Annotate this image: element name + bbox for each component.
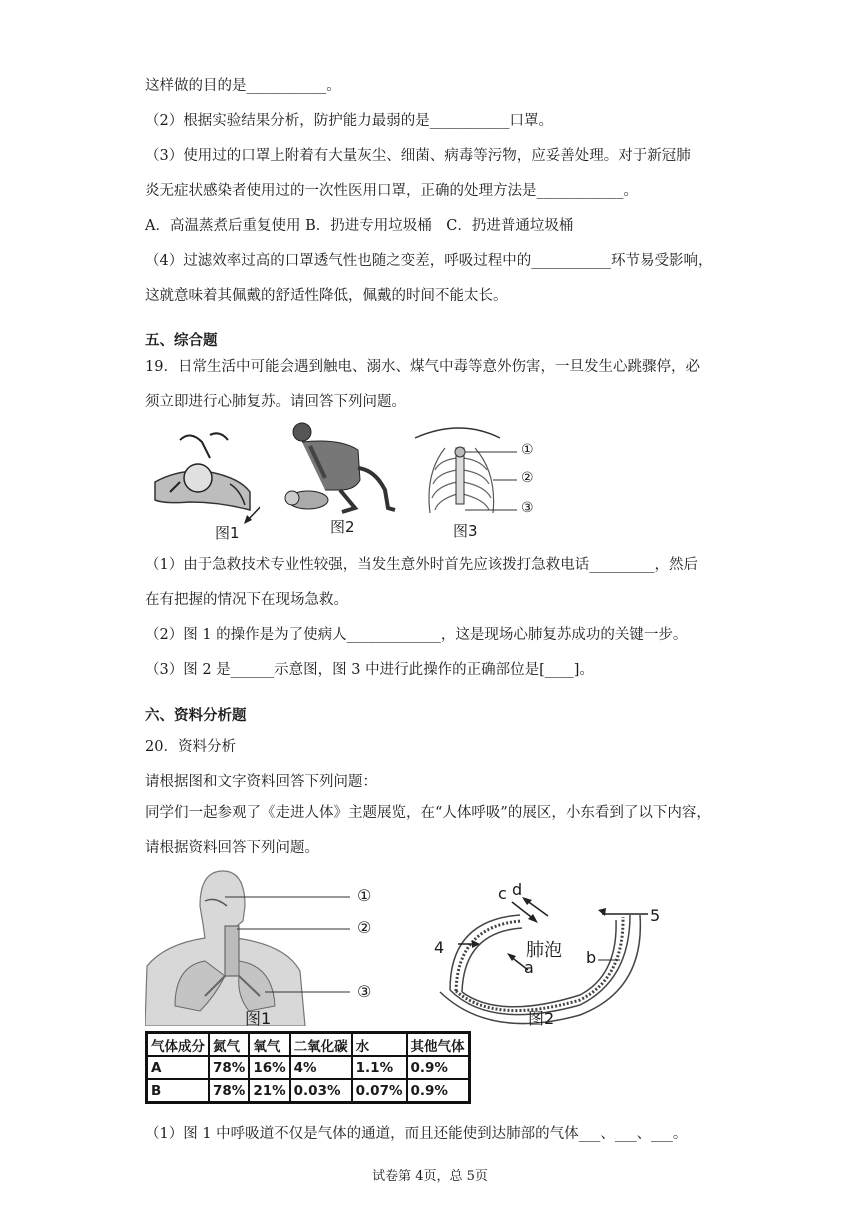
rib-label-1: ① (521, 442, 534, 458)
figure-1-caption: 图1 (215, 524, 240, 542)
alveolus-letter-d: d (512, 880, 523, 899)
cpr-figure-1 (150, 420, 260, 542)
table-header-cell: 氮气 (209, 1033, 249, 1057)
question-18-4-line2: 这就意味着其佩戴的舒适性降低，佩戴的时间不能太长。 (145, 288, 508, 304)
table-cell: 0.03% (290, 1079, 352, 1103)
table-cell: 1.1% (352, 1056, 407, 1079)
question-18-3-line1: （3）使用过的口罩上附着有大量灰尘、细菌、病毒等污物，应妥善处理。对于新冠肺 (145, 148, 691, 164)
table-header-cell: 水 (352, 1033, 407, 1057)
question-19-1-line1: （1）由于急救技术专业性较强，当发生意外时首先应该拨打急救电话_________，然后 (145, 557, 698, 573)
question-20-intro-2: 同学们一起参观了《走进人体》主题展览，在“人体呼吸”的展区，小东看到了以下内容， (145, 805, 711, 821)
question-19-3: （3）图 2 是______示意图，图 3 中进行此操作的正确部位是[____]。 (145, 662, 594, 678)
cpr-figure-2 (280, 420, 400, 542)
table-cell: 0.9% (407, 1079, 470, 1103)
question-19-1-line2: 在有把握的情况下在现场急救。 (145, 592, 348, 608)
alveolus-figure (430, 880, 670, 1030)
alveolus-number-5: 5 (650, 906, 661, 925)
alveolus-letter-b: b (586, 948, 597, 967)
question-20-intro-1: 请根据图和文字资料回答下列问题： (145, 774, 377, 790)
alveolus-letter-a: a (524, 958, 534, 977)
question-20-title: 20．资料分析 (145, 739, 236, 755)
ribcage-figure-3 (405, 418, 550, 542)
table-cell: 78% (209, 1079, 249, 1103)
question-20-1: （1）图 1 中呼吸道不仅是气体的通道，而且还能使到达肺部的气体___、___、___。 (145, 1126, 688, 1142)
resp-label-2: ② (357, 918, 372, 937)
table-cell: 21% (249, 1079, 289, 1103)
resp-label-1: ① (357, 886, 372, 905)
question-18-4-line1: （4）过滤效率过高的口罩透气性也随之变差，呼吸过程中的___________环节易受影响， (145, 253, 713, 269)
question-18-2: （2）根据实验结果分析，防护能力最弱的是___________口罩。 (145, 113, 553, 129)
table-header-cell: 其他气体 (407, 1033, 470, 1057)
table-header-cell: 二氧化碳 (290, 1033, 352, 1057)
question-19-line1: 19．日常生活中可能会遇到触电、溺水、煤气中毒等意外伤害，一旦发生心跳骤停，必 (145, 359, 700, 375)
table-header-cell: 气体成分 (147, 1033, 210, 1057)
table-cell: 0.9% (407, 1056, 470, 1079)
alveolus-number-4: 4 (434, 938, 445, 957)
alveolus-letter-c: c (498, 884, 507, 903)
question-20-intro-3: 请根据资料回答下列问题。 (145, 840, 319, 856)
figure-b-caption: 图2 (528, 1009, 555, 1028)
respiratory-system-figure (145, 866, 395, 1026)
gas-composition-table (145, 1031, 471, 1104)
resp-label-3: ③ (357, 982, 372, 1001)
table-header-row (147, 1033, 470, 1057)
text-line: 这样做的目的是___________。 (145, 78, 341, 94)
section-heading-6: 六、资料分析题 (145, 707, 247, 724)
section-heading-5: 五、综合题 (145, 332, 218, 349)
table-cell: 16% (249, 1056, 289, 1079)
figure-2-caption: 图2 (330, 518, 355, 536)
page-footer: 试卷第 4页，总 5页 (372, 1169, 488, 1184)
figure-3-caption: 图3 (453, 522, 478, 540)
table-cell: 4% (290, 1056, 352, 1079)
question-18-3-options: A．高温蒸煮后重复使用 B．扔进专用垃圾桶 C．扔进普通垃圾桶 (145, 218, 574, 234)
table-cell: B (147, 1079, 210, 1103)
alveolus-label: 肺泡 (526, 940, 562, 961)
table-cell: 78% (209, 1056, 249, 1079)
rib-label-2: ② (521, 470, 534, 486)
table-row (147, 1056, 470, 1079)
table-cell: A (147, 1056, 210, 1079)
figure-a-caption: 图1 (245, 1009, 272, 1028)
question-18-3-line2: 炎无症状感染者使用过的一次性医用口罩，正确的处理方法是____________。 (145, 183, 638, 199)
table-header-cell: 氧气 (249, 1033, 289, 1057)
table-row (147, 1079, 470, 1103)
question-19-2: （2）图 1 的操作是为了使病人_____________，这是现场心肺复苏成功的关键一步。 (145, 627, 688, 643)
question-19-line2: 须立即进行心肺复苏。请回答下列问题。 (145, 394, 406, 410)
rib-label-3: ③ (521, 500, 534, 516)
table-cell: 0.07% (352, 1079, 407, 1103)
